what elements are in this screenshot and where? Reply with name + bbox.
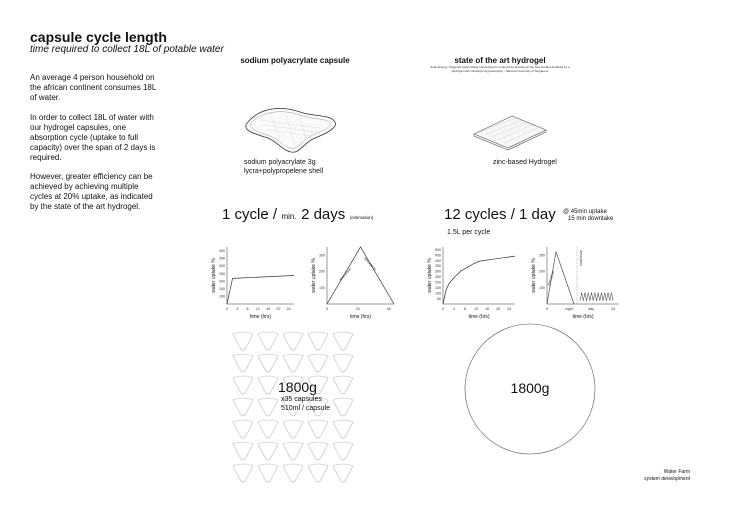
y-tick-label: 350	[219, 256, 225, 261]
reference-line-1: Solar Energy Triggered Clean Water Harvesting from Humid Air Existing at the Sea Surface Enabled by a	[430, 65, 570, 69]
x-axis-label: time (hrs)	[249, 314, 272, 320]
y-tick-label: 350	[435, 264, 441, 269]
capsule-illustration	[240, 100, 340, 155]
capsule-shape	[333, 398, 353, 416]
series-cycles	[580, 293, 613, 301]
right-downtake-note: 15 min downtake	[568, 216, 614, 222]
x-tick-label: 16	[266, 307, 271, 311]
footer-subtitle: system development	[644, 476, 690, 482]
capsule-count: x35 capsules	[281, 396, 322, 403]
y-tick-label: 450	[435, 253, 441, 258]
x-tick-label: 48	[386, 307, 391, 311]
x-axis-label: time (hrs)	[572, 314, 594, 320]
capsule-shape	[233, 376, 253, 394]
capsule-shape	[233, 420, 253, 438]
capsule-desc-line1: sodium polyacrylate 3g	[244, 159, 316, 166]
x-tick-label: 0	[326, 307, 328, 311]
x-tick-label: 12	[474, 307, 479, 311]
y-tick-label: 500	[435, 247, 441, 252]
x-tick-label: 24	[355, 307, 360, 311]
y-axis-label: water uptake %	[427, 258, 433, 293]
y-tick-label: 100	[435, 291, 441, 296]
x-tick-label: 4	[236, 307, 239, 311]
x-tick-label: 12	[255, 307, 260, 311]
x-tick-label: 16	[485, 307, 490, 311]
capsule-shape	[258, 354, 278, 372]
annotation-desorption: desorption	[363, 256, 378, 272]
x-tick-label: night	[565, 307, 573, 311]
y-tick-label: 300	[219, 264, 225, 269]
y-tick-label: 150	[219, 287, 225, 291]
y-tick-label: 100	[539, 285, 545, 290]
capsule-shape	[333, 332, 353, 350]
page-title: capsule cycle length	[30, 29, 167, 45]
y-tick-label: 50	[437, 296, 441, 301]
capsule-shape	[308, 420, 328, 438]
per-cycle: 1.5L per cycle	[447, 229, 491, 236]
intro-paragraph-2: In order to collect 18L of water with our hydrogel capsules, one absorption cycle (uptake to full capacity) over the span of 2 days is required.	[30, 113, 156, 162]
x-tick-label: 0	[442, 307, 444, 311]
x-tick-label: 8	[464, 307, 467, 311]
capsule-shape	[283, 464, 303, 482]
x-tick-label: 24	[611, 307, 616, 311]
right-cycle-main: 12 cycles / 1 day	[444, 206, 556, 223]
right-column-heading: state of the art hydrogel	[454, 56, 546, 65]
left-cycle-headline	[222, 206, 373, 224]
capsule-shape	[233, 354, 253, 372]
chart-uptake-single	[205, 242, 300, 320]
annotation-absorption: absorption	[546, 270, 556, 287]
y-axis-label: water uptake %	[211, 258, 217, 293]
left-cycle-days: 2 days	[301, 206, 346, 223]
hydrogel-desc: zinc-based Hydrogel	[493, 159, 557, 166]
y-tick-label: 300	[539, 253, 545, 258]
x-tick-label: 20	[276, 307, 281, 311]
x-tick-label: 0	[226, 307, 228, 311]
capsule-shape	[258, 332, 278, 350]
x-tick-label: 20	[496, 307, 501, 311]
chart-uptake-cycle	[305, 242, 400, 320]
y-tick-label: 200	[219, 279, 225, 284]
capsule-shape	[233, 442, 253, 460]
annotation-absorption: absorption	[338, 267, 353, 282]
capsule-shape	[283, 442, 303, 460]
y-tick-label: 250	[219, 271, 225, 276]
y-tick-label: 150	[435, 285, 441, 290]
capsule-shape	[333, 442, 353, 460]
capsule-shape	[308, 332, 328, 350]
capsule-shape	[258, 442, 278, 460]
left-cycle-min: min.	[281, 212, 297, 221]
y-tick-label: 200	[539, 269, 545, 274]
series-line	[227, 276, 294, 305]
y-tick-label: 100	[319, 285, 325, 290]
series-line	[443, 256, 515, 304]
left-total: 1800g	[278, 379, 317, 395]
x-tick-label: 0	[546, 307, 548, 311]
intro-paragraph-1: An average 4 person household on the african continent consumes 18L of water.	[30, 73, 157, 102]
right-total: 1800g	[510, 380, 550, 396]
y-tick-label: 300	[319, 253, 325, 258]
y-tick-label: 250	[435, 275, 441, 280]
left-cycle-main: 1 cycle /	[222, 206, 278, 223]
y-axis-label: water uptake %	[311, 258, 317, 293]
capsule-shape	[258, 420, 278, 438]
series-desorption	[556, 252, 574, 304]
capsule-shape	[333, 354, 353, 372]
x-axis-label: time (hrs)	[349, 314, 372, 320]
capsule-shape	[283, 354, 303, 372]
chart-hydrogel-uptake	[421, 242, 521, 320]
capsule-desc-line2: lycra+polypropelene shell	[244, 168, 324, 175]
annotation-desorption: desorption	[579, 250, 583, 267]
y-tick-label: 200	[319, 269, 325, 274]
capsule-shape	[258, 376, 278, 394]
capsule-shape	[283, 420, 303, 438]
x-axis-label: time (hrs)	[468, 314, 490, 320]
footer-project: Water Farm	[663, 469, 690, 475]
left-column-heading: sodium polyacrylate capsule	[240, 56, 350, 65]
capsule-shape	[333, 376, 353, 394]
hydrogel-illustration	[470, 112, 550, 152]
x-tick-label: day	[588, 307, 595, 311]
capsule-shape	[308, 464, 328, 482]
capsule-shape	[233, 464, 253, 482]
capsule-shape	[308, 354, 328, 372]
y-tick-label: 100	[219, 294, 225, 299]
page-subtitle: time required to collect 18L of potable water	[30, 44, 224, 55]
y-tick-label: 400	[219, 249, 225, 253]
x-tick-label: 8	[246, 307, 249, 311]
capsule-shape	[333, 464, 353, 482]
capsule-volume: 510ml / capsule	[281, 405, 331, 412]
reference-line-2: Hydrogel with Ultrahigh Hygroscopicity - National University of Singapore	[451, 69, 549, 73]
y-tick-label: 300	[435, 269, 441, 274]
capsule-shape	[283, 332, 303, 350]
x-tick-label: 24	[507, 307, 512, 311]
capsule-shape	[333, 420, 353, 438]
intro-paragraph-3: However, greater efficiency can be achieved by achieving multiple cycles at 20% uptake, as indicated by the state of the art hydrogel.	[30, 172, 153, 211]
x-tick-label: 24	[286, 307, 291, 311]
capsule-shape	[308, 442, 328, 460]
capsule-shape	[258, 398, 278, 416]
capsule-shape	[258, 464, 278, 482]
series-line	[327, 247, 394, 304]
y-tick-label: 200	[435, 280, 441, 285]
chart-hydrogel-cycles	[525, 242, 625, 320]
capsule-shape	[233, 398, 253, 416]
y-tick-label: 400	[435, 258, 441, 263]
capsule-shape	[233, 332, 253, 350]
x-tick-label: 4	[453, 307, 456, 311]
left-cycle-note: (estimation)	[349, 215, 374, 220]
y-axis-label: water uptake %	[531, 258, 537, 293]
right-uptake-note: @ 45min uptake	[563, 209, 607, 215]
